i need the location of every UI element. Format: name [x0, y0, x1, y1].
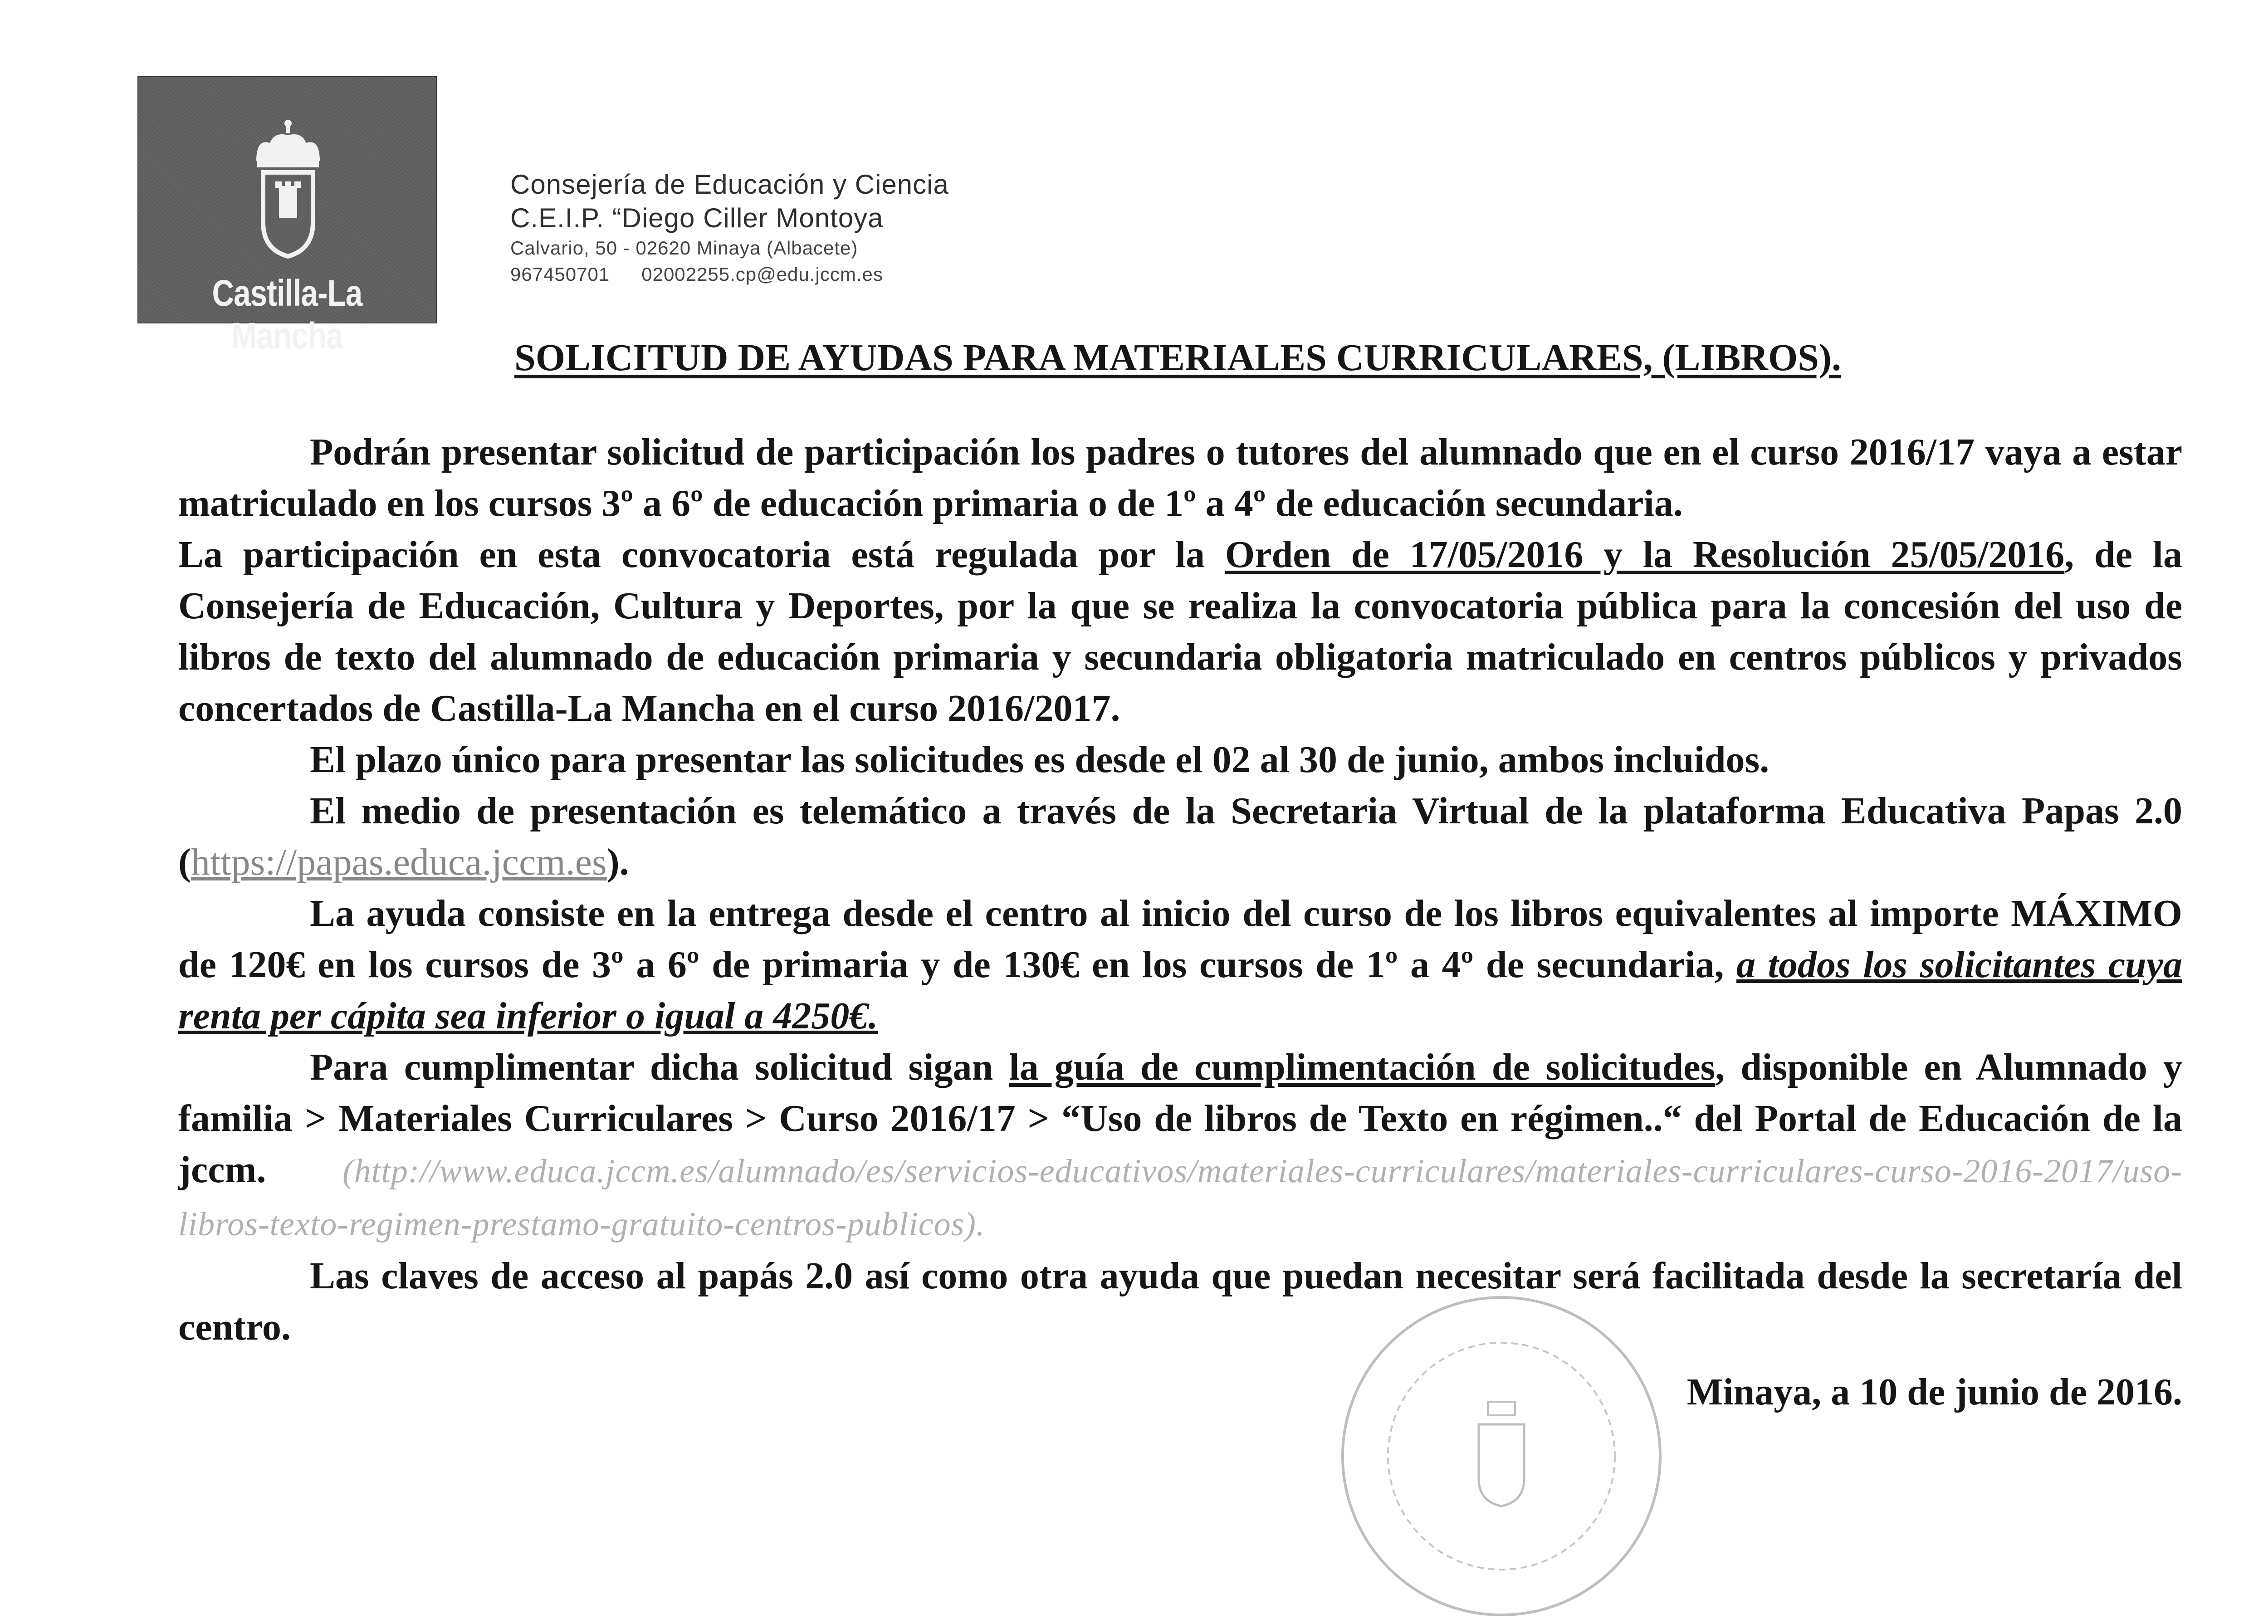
- document-body: [178, 426, 2182, 1418]
- school-contact: [510, 261, 949, 288]
- regulation-link[interactable]: Orden de 17/05/2016 y la Resolución 25/05/2016: [1225, 533, 2065, 576]
- school-name: C.E.I.P. “Diego Ciller Montoya: [510, 203, 884, 233]
- crown-castle-coat-of-arms-icon: [247, 118, 329, 263]
- paragraph-regulation: La participación en esta convocatoria está regulada por la Orden de 17/05/2016 y la Resolución 25/05/2016, de la Consejería de Educación, Cultura y Deportes, por la que se realiza la convocatoria pública para la concesión del uso de libros de texto del alumnado de educación primaria y secundaria obligatoria matriculado en centros públicos y privados concertados de Castilla-La Mancha en el curso 2016/2017.: [178, 533, 2183, 729]
- school-address: Calvario, 50 - 02620 Minaya (Albacete): [510, 237, 858, 259]
- paragraph-submission: El medio de presentación es telemático a través de la Secretaria Virtual de la plataforma Educativa Papas 2.0 (https://papas.educa.jccm.es).: [178, 790, 2182, 883]
- papas-link[interactable]: https://papas.educa.jccm.es: [191, 841, 607, 883]
- school-phone: 967450701: [510, 264, 610, 285]
- school-seal-stamp-icon: [1329, 1288, 1674, 1624]
- school-header: [510, 168, 949, 288]
- school-email: 02002255.cp@edu.jccm.es: [641, 264, 883, 285]
- paragraph-deadline: El plazo único para presentar las solicitudes es desde el 02 al 30 de junio, ambos incluidos.: [310, 739, 1769, 781]
- guide-link[interactable]: la guía de cumplimentación de solicitudes: [1009, 1046, 1716, 1088]
- income-condition: a todos los solicitantes cuya renta per cápita sea inferior o igual a 4250€.: [178, 944, 2182, 1037]
- paragraph-eligibility: Podrán presentar solicitud de participación los padres o tutores del alumnado que en el curso 2016/17 vaya a estar matriculado en los cursos 3º a 6º de educación primaria o de 1º a 4º de educación secundaria.: [178, 431, 2182, 524]
- document-title: SOLICITUD DE AYUDAS PARA MATERIALES CURRICULARES, (LIBROS).: [514, 337, 1841, 379]
- paragraph-guide: Para cumplimentar dicha solicitud sigan la guía de cumplimentación de solicitudes, disponible en Alumnado y familia > Materiales Curriculares > Curso 2016/17 > “Uso de libros de Texto en régimen..“ del Portal de Educación de la jccm. (http://www.educa.jccm.es/alumnado/es/servicios-educativos/materiales-curriculares/materiales-curriculares-curso-2016-2017/uso-libros-texto-regimen-prestamo-gratuito-centros-publicos).: [178, 1046, 2183, 1243]
- castilla-la-mancha-logo: [137, 76, 437, 357]
- logo-text: Castilla-La Mancha: [212, 273, 362, 357]
- portal-url[interactable]: (http://www.educa.jccm.es/alumnado/es/servicios-educativos/materiales-curriculares/materiales-curriculares-curso-2016-2017/uso-libros-texto-regimen-prestamo-gratuito-centros-publicos).: [178, 1153, 2182, 1243]
- ministry-name: Consejería de Educación y Ciencia: [510, 169, 949, 200]
- paragraph-amount: La ayuda consiste en la entrega desde el centro al inicio del curso de los libros equivalentes al importe MÁXIMO de 120€ en los cursos de 3º a 6º de primaria y de 130€ en los cursos de 1º a 4º de secundaria, a todos los solicitantes cuya renta per cápita sea inferior o igual a 4250€.: [178, 892, 2182, 1037]
- signature-date: Minaya, a 10 de junio de 2016.: [1686, 1371, 2182, 1413]
- paragraph-access-keys: Las claves de acceso al papás 2.0 así como otra ayuda que puedan necesitar será facilitada desde la secretaría del centro.: [178, 1255, 2182, 1348]
